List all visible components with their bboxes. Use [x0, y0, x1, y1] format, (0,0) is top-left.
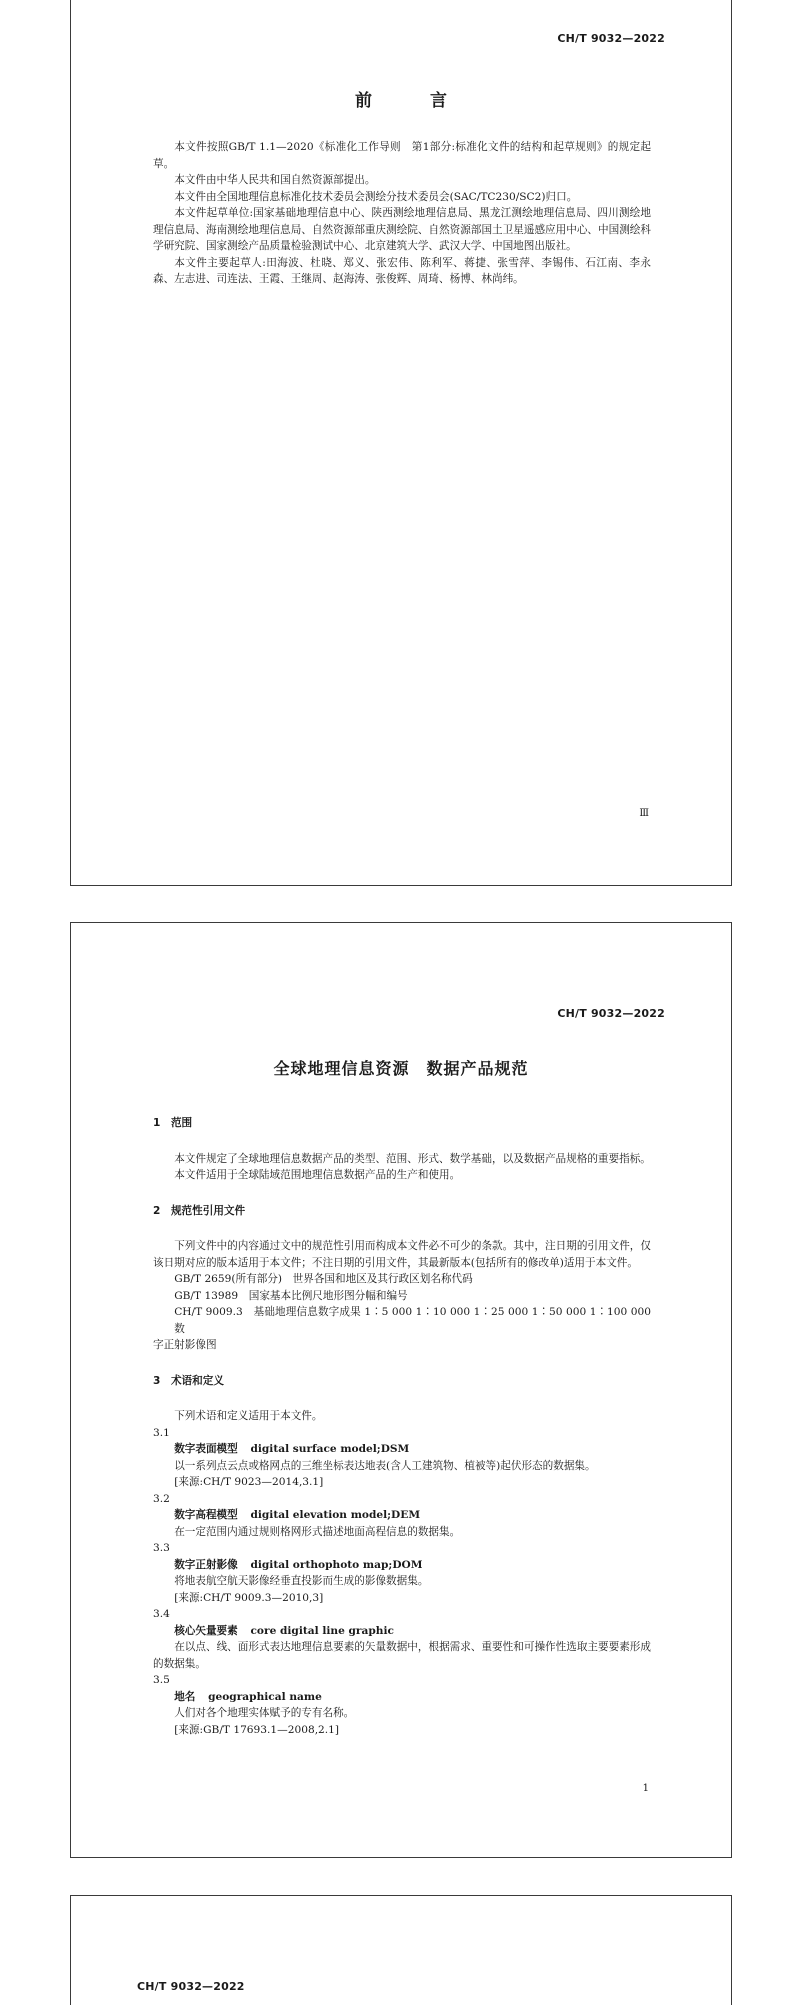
- reference-item: GB/T 2659(所有部分) 世界各国和地区及其行政区划名称代码: [174, 1273, 473, 1285]
- term-en: digital orthophoto map;DOM: [250, 1558, 423, 1571]
- paragraph: 本文件适用于全球陆域范围地理信息数据产品的生产和使用。: [174, 1169, 461, 1181]
- document-page-next: [70, 1895, 732, 2005]
- section-heading-scope: 1 范围: [153, 1117, 193, 1129]
- paragraph: 本文件起草单位:国家基础地理信息中心、陕西测绘地理信息局、黑龙江测绘地理信息局、四川测绘地理信息局、海南测绘地理信息局、自然资源部重庆测绘院、自然资源部国土卫星遥感应用中心、中国测绘科学研究院、国家测绘产品质量检验测试中心、北京建筑大学、武汉大学、中国地图出版社。: [153, 207, 651, 252]
- term-definition: 将地表航空航天影像经垂直投影而生成的影像数据集。: [174, 1575, 429, 1587]
- term-number: 3.5: [153, 1674, 170, 1686]
- term-zh: 数字表面模型: [174, 1443, 238, 1455]
- term-zh: 核心矢量要素: [174, 1624, 238, 1637]
- section-heading-terms: 3 术语和定义: [153, 1374, 224, 1387]
- term-en: digital surface model;DSM: [250, 1443, 410, 1455]
- term-number: 3.1: [153, 1426, 170, 1439]
- term-source: [来源:CH/T 9023—2014,3.1]: [174, 1476, 324, 1488]
- paragraph: 下列文件中的内容通过文中的规范性引用而构成本文件必不可少的条款。其中，注日期的引用文件，仅该日期对应的版本适用于本文件；不注日期的引用文件，其最新版本(包括所有的修改单)适用于本文件。: [153, 1240, 651, 1269]
- document-title: 全球地理信息资源 数据产品规范: [273, 1059, 529, 1078]
- term-definition: 在以点、线、面形式表达地理信息要素的矢量数据中，根据需求、重要性和可操作性选取主要要素形成的数据集。: [153, 1641, 651, 1670]
- page-title: 前 言: [355, 91, 473, 111]
- term-number: 3.3: [153, 1542, 170, 1554]
- term-entry: [153, 1689, 651, 1706]
- paragraph: 本文件由中华人民共和国自然资源部提出。: [174, 174, 376, 186]
- paragraph: 本文件按照GB/T 1.1—2020《标准化工作导则 第1部分:标准化文件的结构和起草规则》的规定起草。: [153, 141, 651, 170]
- paragraph: 下列术语和定义适用于本文件。: [174, 1410, 323, 1422]
- document-page-preface: [70, 0, 732, 886]
- reference-item: GB/T 13989 国家基本比例尺地形图分幅和编号: [174, 1289, 408, 1302]
- term-entry: [153, 1441, 651, 1458]
- term-number: 3.4: [153, 1608, 170, 1620]
- term-entry: [153, 1557, 651, 1574]
- reference-item: CH/T 9009.3 基础地理信息数字成果 1∶5 000 1∶10 000 1∶25 000 1∶50 000 1∶100 000 数: [174, 1306, 651, 1335]
- page-number: Ⅲ: [639, 808, 649, 819]
- term-en: geographical name: [208, 1690, 322, 1703]
- term-en: digital elevation model;DEM: [250, 1509, 421, 1521]
- term-zh: 数字正射影像: [174, 1558, 238, 1571]
- standard-code: CH/T 9032—2022: [137, 1980, 245, 1993]
- term-entry: [153, 1623, 651, 1640]
- term-zh: 地名: [174, 1690, 196, 1703]
- term-number: 3.2: [153, 1492, 170, 1505]
- paragraph: 本文件由全国地理信息标准化技术委员会测绘分技术委员会(SAC/TC230/SC2)归口。: [174, 190, 578, 203]
- term-source: [来源:CH/T 9009.3—2010,3]: [174, 1591, 324, 1604]
- main-body: [153, 1115, 651, 1738]
- page-number: 1: [642, 1783, 649, 1794]
- preface-body: [153, 139, 651, 288]
- term-entry: [153, 1507, 651, 1524]
- term-definition: 人们对各个地理实体赋予的专有名称。: [174, 1707, 355, 1719]
- term-source: [来源:GB/T 17693.1—2008,2.1]: [174, 1723, 340, 1736]
- section-heading-references: 2 规范性引用文件: [153, 1204, 246, 1217]
- standard-code: CH/T 9032—2022: [557, 1007, 665, 1020]
- term-definition: 在一定范围内通过规则格网形式描述地面高程信息的数据集。: [174, 1525, 461, 1538]
- term-definition: 以一系列点云点或格网点的三维坐标表达地表(含人工建筑物、植被等)起伏形态的数据集。: [174, 1459, 596, 1472]
- standard-code: CH/T 9032—2022: [557, 32, 665, 45]
- reference-item-continued: 字正射影像图: [153, 1339, 217, 1351]
- term-zh: 数字高程模型: [174, 1509, 238, 1521]
- paragraph: 本文件规定了全球地理信息数据产品的类型、范围、形式、数学基础，以及数据产品规格的重要指标。: [174, 1152, 651, 1165]
- paragraph: 本文件主要起草人:田海波、杜晓、郑义、张宏伟、陈利军、蒋捷、张雪萍、李锡伟、石江南、李永森、左志进、司连法、王霞、王继周、赵海涛、张俊辉、周琦、杨博、林尚纬。: [153, 256, 651, 285]
- term-en: core digital line graphic: [250, 1624, 394, 1637]
- document-page-main: [70, 922, 732, 1858]
